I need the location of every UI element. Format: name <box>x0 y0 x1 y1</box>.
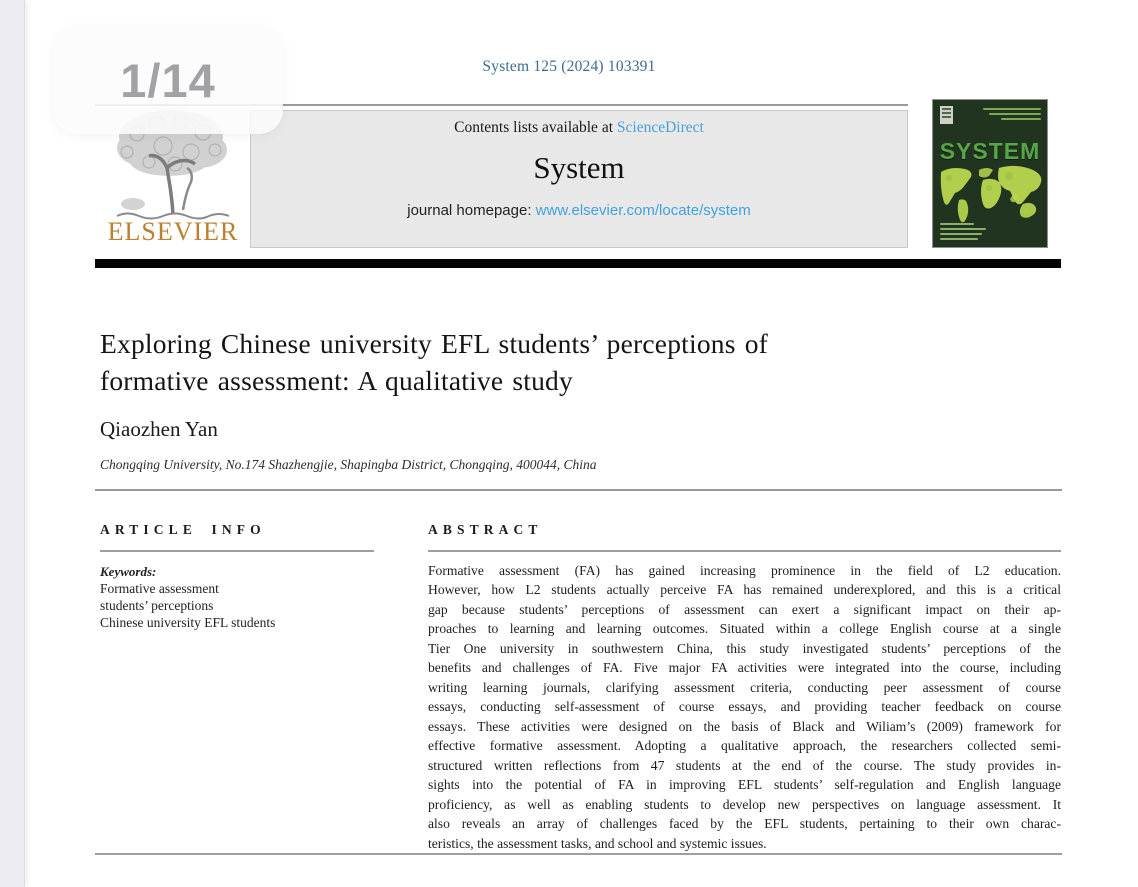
abstract-heading: ABSTRACT <box>428 522 543 537</box>
journal-masthead-box <box>250 110 908 248</box>
page-indicator-toast <box>53 27 283 134</box>
masthead-divider-bar <box>95 259 1061 268</box>
cover-subtitle-text <box>981 108 1041 123</box>
abstract-line: sights into the potential of FA in improving EFL students’ self-regulation and English language <box>428 777 1061 792</box>
abstract-line: also reveals an array of challenges faced by the EFL students, pertaining to their own charac- <box>428 816 1061 831</box>
abstract-line: teristics, the assessment tasks, and school and systemic issues. <box>428 835 767 851</box>
contents-prefix: Contents lists available at <box>454 119 617 136</box>
abstract-line: effective formative assessment. Adopting a qualitative approach, the researchers collected semi- <box>428 738 1061 753</box>
keyword-item: Chinese university EFL students <box>100 614 276 630</box>
abstract-line: essays. These activities were designed on the basis of Black and Wiliam’s (2009) framework for <box>428 718 1061 734</box>
affiliation-rule <box>95 489 1062 491</box>
abstract-line: benefits and challenges of FA. Five major FA activities were integrated into the course, including <box>428 660 1061 675</box>
abstract-line: However, how L2 students actually perceive FA has remained underexplored, and this is a critical <box>428 582 1061 597</box>
abstract-line: structured written reflections from 47 students at the end of the course. The study provides in- <box>428 757 1061 773</box>
abstract-rule <box>428 550 1061 552</box>
viewer-left-edge <box>0 0 25 887</box>
homepage-url-link[interactable]: www.elsevier.com/locate/system <box>535 202 751 219</box>
author-affiliation: Chongqing University, No.174 Shazhengjie, Shapingba District, Chongqing, 400044, China <box>100 457 597 472</box>
article-title-line2: formative assessment: A qualitative study <box>100 365 573 396</box>
abstract-line: writing learning journals, clarifying assessment criteria, conducting peer assessment of course <box>428 679 1061 695</box>
keywords-label: Keywords: <box>100 563 157 579</box>
abstract-line: Tier One university in southwestern China, this study investigated students’ perceptions of the <box>428 640 1061 656</box>
abstract-line: proaches to learning and learning outcomes. Situated within a college English course at a single <box>428 621 1061 636</box>
elsevier-wordmark: ELSEVIER <box>107 217 239 246</box>
article-info-heading: ARTICLE INFO <box>100 522 266 537</box>
cover-footer-text <box>940 220 1000 240</box>
abstract-line: proficiency, as well as enabling students to develop new perspectives on language assessment. It <box>428 796 1061 812</box>
journal-name: System <box>533 150 625 185</box>
homepage-line <box>251 202 907 219</box>
cover-publisher-mark-icon <box>940 106 953 124</box>
journal-citation-link[interactable]: System 125 (2024) 103391 <box>482 58 656 75</box>
article-info-section <box>100 522 374 631</box>
author-name: Qiaozhen Yan <box>100 417 218 441</box>
article-title-line1: Exploring Chinese university EFL students’ perceptions of <box>100 328 769 359</box>
journal-cover-image <box>932 99 1048 248</box>
contents-line <box>251 119 907 137</box>
section-bottom-rule <box>95 853 1062 855</box>
abstract-line: Formative assessment (FA) has gained increasing prominence in the field of L2 education. <box>428 562 1061 578</box>
article-title <box>100 325 880 399</box>
homepage-label: journal homepage: <box>407 202 536 219</box>
cover-title: SYSTEM <box>939 138 1041 164</box>
abstract-line: gap because students’ perceptions of assessment can exert a significant impact on their ap- <box>428 601 1061 617</box>
sciencedirect-link[interactable]: ScienceDirect <box>616 119 704 136</box>
page-indicator: 1/14 <box>120 54 216 107</box>
keyword-item: students’ perceptions <box>100 597 214 613</box>
abstract-line: essays, conducting self-assessment of course essays, and providing teacher feedback on course <box>428 699 1061 714</box>
keyword-item: Formative assessment <box>100 580 219 596</box>
article-info-rule <box>100 550 374 552</box>
abstract-section <box>428 522 1061 853</box>
abstract-text <box>428 561 1061 854</box>
